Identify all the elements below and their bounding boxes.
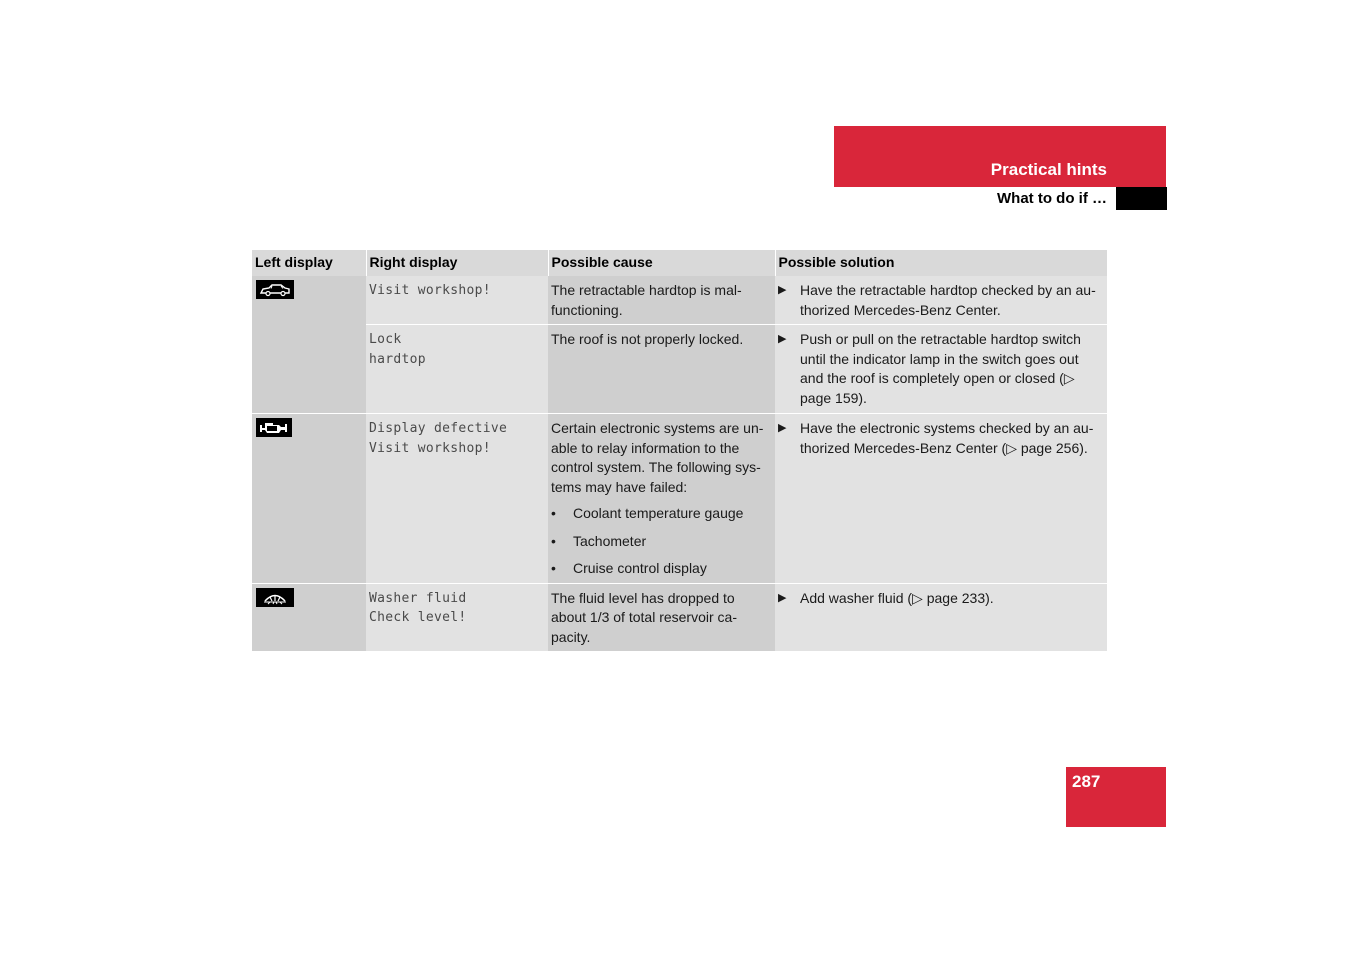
arrow-bullet-icon: ▶ (778, 284, 787, 296)
possible-cause: The fluid level has dropped to about 1/3 of total reservoir ca-pacity. (548, 583, 775, 651)
possible-solution: ▶ Have the retractable hardtop checked by an au-thorized Mercedes-Benz Center. (775, 276, 1107, 325)
list-item: • Coolant temperature gauge (551, 505, 744, 521)
convertible-hardtop-icon (256, 280, 294, 299)
left-display-cell (252, 414, 366, 584)
list-item: • Cruise control display (551, 560, 707, 576)
right-display-text: Lock hardtop (366, 325, 548, 414)
arrow-bullet-icon: ▶ (778, 333, 787, 345)
table-row (252, 583, 1107, 651)
column-header: Right display (366, 250, 548, 276)
left-display-cell (252, 583, 366, 651)
washer-fluid-icon (256, 588, 294, 607)
table-row (252, 414, 1107, 584)
possible-solution: ▶ Add washer fluid (▷ page 233). (775, 583, 1107, 651)
thumb-tab (1116, 187, 1167, 210)
right-display-text: Display defective Visit workshop! (366, 414, 548, 584)
possible-solution: ▶ Push or pull on the retractable hardtop switch until the indicator lamp in the switch goes out and the roof is completely open or closed (▷ page 159). (775, 325, 1107, 414)
possible-cause: The roof is not properly locked. (548, 325, 775, 414)
column-header: Possible solution (775, 250, 1107, 276)
possible-cause: The retractable hardtop is mal-functioning. (548, 276, 775, 325)
left-display-cell (252, 276, 366, 414)
possible-solution: ▶ Have the electronic systems checked by an au-thorized Mercedes-Benz Center (▷ page 256). (775, 414, 1107, 584)
table-row (252, 276, 1107, 325)
section-title: Practical hints (990, 160, 1107, 179)
arrow-bullet-icon: ▶ (778, 422, 787, 434)
subsection-title: What to do if … (997, 190, 1107, 207)
table-header-row (252, 250, 1107, 276)
right-display-text: Visit workshop! (366, 276, 548, 325)
page-number-box (1066, 767, 1166, 827)
message-table (252, 250, 1107, 651)
page-number: 287 (1072, 772, 1101, 791)
engine-diagnosis-icon (256, 418, 292, 437)
column-header: Left display (252, 250, 366, 276)
list-item: • Tachometer (551, 532, 647, 549)
arrow-bullet-icon: ▶ (778, 591, 787, 604)
cause-bullet-list (551, 504, 772, 579)
section-band (834, 126, 1166, 187)
possible-cause: Certain electronic systems are un-able to relay information to the control system. The following sys-tems may have failed: • Coolant temperature gauge • Tachometer • Cruise control display (548, 414, 775, 584)
right-display-text: Washer fluid Check level! (366, 583, 548, 651)
column-header: Possible cause (548, 250, 775, 276)
table-row (252, 325, 1107, 414)
